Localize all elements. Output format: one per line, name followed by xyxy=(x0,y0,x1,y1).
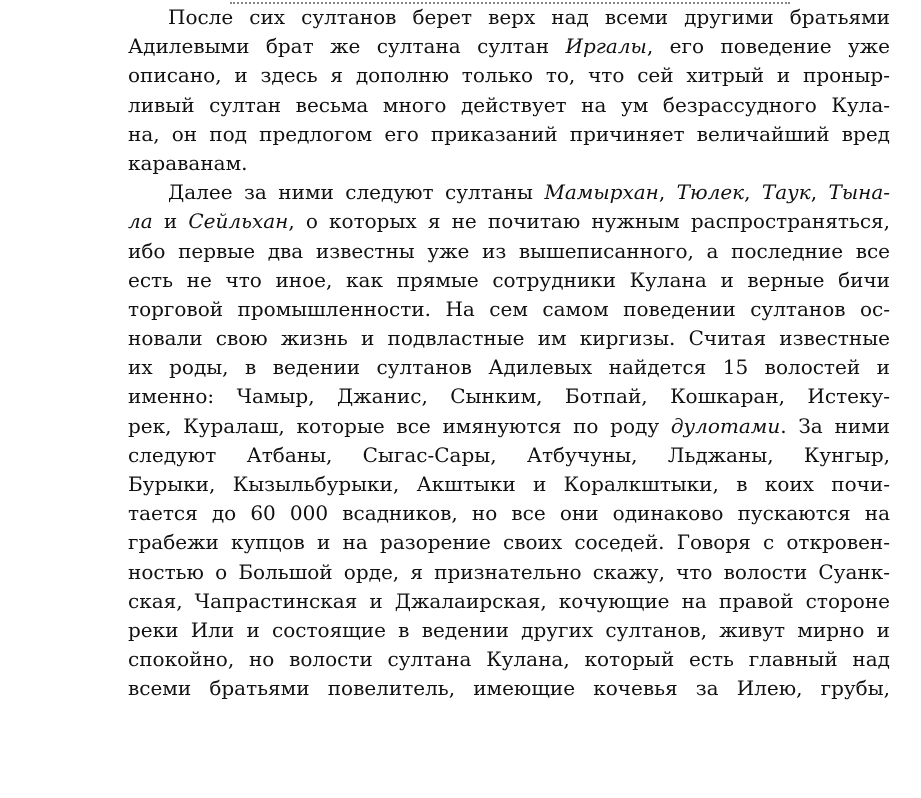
text-line xyxy=(128,266,890,295)
text-segment: . За ними xyxy=(780,413,890,438)
text-segment: ливый султан весьма много действует на ум безрассудного Кула- xyxy=(128,92,890,117)
text-line xyxy=(128,61,890,90)
text-line xyxy=(128,91,890,120)
italic-text-segment: Таук xyxy=(761,180,811,205)
text-line xyxy=(128,149,890,178)
paragraph-1 xyxy=(128,3,890,178)
text-segment: всеми братьями повелитель, имеющие кочевья за Илею, грубы, xyxy=(128,676,890,701)
text-segment: , о которых я не почитаю нужным распространяться, xyxy=(288,209,890,234)
text-segment: реки Или и состоящие в ведении других султанов, живут мирно и xyxy=(128,617,890,642)
text-segment: Бурыки, Кызыльбурыки, Акштыки и Коралкштыки, в коих почи- xyxy=(128,472,890,496)
text-segment: караванам. xyxy=(128,150,248,175)
text-segment: , xyxy=(658,180,677,205)
text-line xyxy=(128,470,890,499)
text-segment: и xyxy=(152,209,189,234)
text-segment: спокойно, но волости султана Кулана, который есть главный над xyxy=(128,647,890,672)
text-line xyxy=(128,441,890,470)
text-segment: После сих султанов берет верх над всеми другими братьями xyxy=(168,5,890,29)
body-text xyxy=(128,3,890,704)
text-segment: новали свою жизнь и подвластные им киргизы. Считая известные xyxy=(128,326,890,351)
text-line xyxy=(128,120,890,149)
text-segment: есть не что иное, как прямые сотрудники Кулана и верные бичи xyxy=(128,267,890,292)
text-line xyxy=(128,616,890,645)
text-line xyxy=(128,674,890,703)
text-line xyxy=(128,412,890,441)
text-line xyxy=(128,207,890,236)
italic-text-segment: Мамырхан xyxy=(544,180,659,205)
text-segment: ибо первые два известны уже из вышеписанного, а последние все xyxy=(128,238,890,263)
text-segment: тается до 60 000 всадников, но все они одинаково пускаются на xyxy=(128,501,890,526)
text-line xyxy=(128,3,890,32)
text-line xyxy=(128,558,890,587)
text-segment: ская, Чапрастинская и Джалаирская, кочующие на правой стороне xyxy=(128,588,890,613)
text-line xyxy=(128,499,890,528)
text-segment: на, он под предлогом его приказаний причиняет величайший вред xyxy=(128,121,890,146)
italic-text-segment: ла xyxy=(128,209,153,234)
text-segment: описано, и здесь я дополню только то, что сей хитрый и проныр- xyxy=(128,63,890,88)
text-segment: торговой промышленности. На сем самом поведении султанов ос- xyxy=(128,296,890,321)
text-segment: их роды, в ведении султанов Адилевых найдется 15 волостей и xyxy=(128,355,890,380)
text-segment: ностью о Большой орде, я признательно скажу, что волости Суанк- xyxy=(128,559,890,584)
text-segment: именно: Чамыр, Джанис, Сынким, Ботпай, Кошкаран, Истеку- xyxy=(128,384,890,409)
italic-text-segment: Тюлек xyxy=(676,180,745,205)
text-segment: , xyxy=(810,180,829,205)
text-segment: , xyxy=(744,180,762,205)
text-line xyxy=(128,382,890,411)
text-line xyxy=(128,324,890,353)
text-segment: грабежи купцов и на разорение своих соседей. Говоря с откровен- xyxy=(128,530,890,555)
text-segment: Далее за ними следуют султаны xyxy=(168,180,545,205)
text-segment: Адилевыми брат же султана султан xyxy=(128,34,566,59)
italic-text-segment: дулотами xyxy=(670,413,781,438)
text-line xyxy=(128,32,890,61)
text-line xyxy=(128,353,890,382)
text-line xyxy=(128,237,890,266)
italic-text-segment: Иргалы xyxy=(565,34,647,59)
text-segment: , его поведение уже xyxy=(646,34,890,59)
text-segment: следуют Атбаны, Сыгас-Сары, Атбучуны, Льджаны, Кунгыр, xyxy=(128,442,890,467)
text-line xyxy=(128,528,890,557)
paragraph-2 xyxy=(128,178,890,703)
italic-text-segment: Сейльхан xyxy=(188,209,289,234)
text-segment: рек, Куралаш, которые все имянуются по роду xyxy=(128,413,671,438)
text-line xyxy=(128,295,890,324)
text-line xyxy=(128,178,890,207)
italic-text-segment: Тына- xyxy=(828,180,890,205)
text-line xyxy=(128,587,890,616)
text-line xyxy=(128,645,890,674)
